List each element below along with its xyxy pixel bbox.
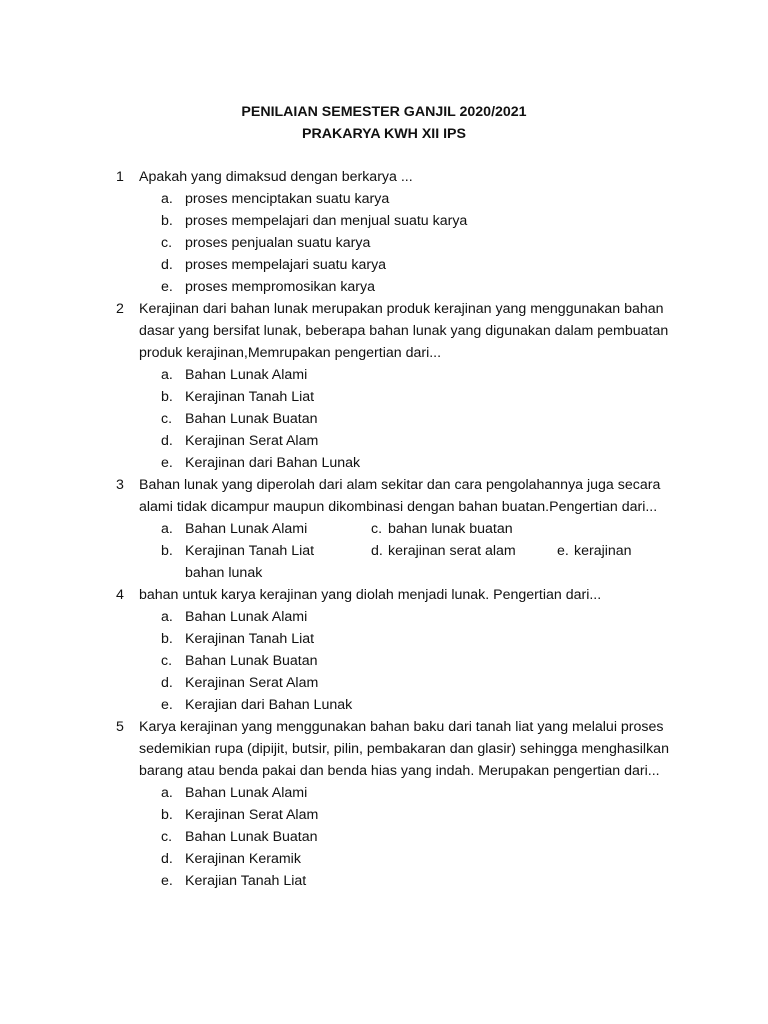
option-label: b. <box>161 213 173 229</box>
option-label: e. <box>161 697 173 713</box>
question-3 <box>0 474 768 584</box>
option-text: Kerajinan Tanah Liat <box>185 543 315 559</box>
option-text: Bahan Lunak Buatan <box>185 411 318 427</box>
option-label: e. <box>161 455 173 471</box>
option-label: c. <box>161 653 173 669</box>
option-c <box>0 650 768 672</box>
option-c <box>0 232 768 254</box>
option-label: b. <box>161 543 173 559</box>
question-number: 1 <box>116 169 124 185</box>
option-row-1 <box>0 518 768 540</box>
question-text: bahan untuk karya kerajinan yang diolah menjadi lunak. Pengertian dari... <box>139 587 602 603</box>
option-label: d. <box>371 543 383 559</box>
option-a <box>0 782 768 804</box>
option-b <box>0 210 768 232</box>
option-d <box>0 430 768 452</box>
question-text: Karya kerajinan yang menggunakan bahan baku dari tanah liat yang melalui proses sedemikian rupa (dipijit, butsir, pilin, pembakaran dan glasir) sehingga menghasilkan barang atau benda pakai dan benda hias yang indah. Merupakan pengertian dari... <box>139 719 669 779</box>
option-label: e. <box>161 873 173 889</box>
option-text: proses mempelajari dan menjual suatu karya <box>185 213 468 229</box>
option-text: proses menciptakan suatu karya <box>185 191 390 207</box>
question-number: 3 <box>116 477 124 493</box>
question-5 <box>0 716 768 892</box>
question-number: 4 <box>116 587 124 603</box>
option-d <box>0 848 768 870</box>
option-e <box>0 452 768 474</box>
option-b <box>0 804 768 826</box>
option-text: Bahan Lunak Alami <box>185 367 308 383</box>
option-text: Kerajinan Keramik <box>185 851 301 867</box>
option-label: d. <box>161 851 173 867</box>
option-label: c. <box>371 521 383 537</box>
option-a <box>0 606 768 628</box>
exam-subtitle: PRAKARYA KWH XII IPS <box>302 126 466 142</box>
option-label: c. <box>161 235 173 251</box>
option-text: Bahan Lunak Alami <box>185 521 308 537</box>
option-label: c. <box>161 411 173 427</box>
option-label: b. <box>161 631 173 647</box>
option-text: Kerajinan Serat Alam <box>185 807 319 823</box>
option-b <box>0 628 768 650</box>
option-text: Kerajinan Tanah Liat <box>185 389 315 405</box>
option-text: Bahan Lunak Alami <box>185 785 308 801</box>
option-label: a. <box>161 785 173 801</box>
question-text: Apakah yang dimaksud dengan berkarya ... <box>139 169 413 185</box>
option-label: d. <box>161 675 173 691</box>
option-text: kerajinan serat alam <box>388 543 516 559</box>
option-label: a. <box>161 191 173 207</box>
question-number: 5 <box>116 719 124 735</box>
option-d <box>0 672 768 694</box>
option-label: e. <box>161 279 173 295</box>
option-label: c. <box>161 829 173 845</box>
option-text: Bahan Lunak Buatan <box>185 829 318 845</box>
question-2 <box>0 298 768 474</box>
option-c <box>0 826 768 848</box>
option-continuation <box>0 562 768 584</box>
option-label: a. <box>161 367 173 383</box>
question-number: 2 <box>116 301 124 317</box>
option-text: Bahan Lunak Alami <box>185 609 308 625</box>
option-text: proses mempromosikan karya <box>185 279 376 295</box>
option-text: Bahan Lunak Buatan <box>185 653 318 669</box>
option-text: Kerajian dari Bahan Lunak <box>185 697 353 713</box>
option-text: Kerajinan dari Bahan Lunak <box>185 455 361 471</box>
option-text: proses mempelajari suatu karya <box>185 257 387 273</box>
option-e <box>0 276 768 298</box>
option-c <box>0 408 768 430</box>
option-label: d. <box>161 433 173 449</box>
option-e <box>0 870 768 892</box>
option-label: b. <box>161 389 173 405</box>
option-text: Kerajinan Serat Alam <box>185 675 319 691</box>
option-d <box>0 254 768 276</box>
option-label: e. <box>557 543 569 559</box>
option-text: bahan lunak <box>185 565 263 581</box>
option-text: proses penjualan suatu karya <box>185 235 371 251</box>
option-text: Kerajian Tanah Liat <box>185 873 307 889</box>
question-list <box>0 166 768 892</box>
option-text: Kerajinan Tanah Liat <box>185 631 315 647</box>
option-e <box>0 694 768 716</box>
question-text: Kerajinan dari bahan lunak merupakan produk kerajinan yang menggunakan bahan dasar yang bersifat lunak, beberapa bahan lunak yang digunakan dalam pembuatan produk kerajinan,Memrupakan pengertian dari... <box>139 301 669 361</box>
question-4 <box>0 584 768 716</box>
option-row-2 <box>0 540 768 562</box>
question-text: Bahan lunak yang diperolah dari alam sekitar dan cara pengolahannya juga secara alami tidak dicampur maupun dikombinasi dengan bahan buatan.Pengertian dari... <box>139 477 661 515</box>
option-label: a. <box>161 521 173 537</box>
option-text: kerajinan <box>574 543 632 559</box>
option-b <box>0 386 768 408</box>
option-a <box>0 364 768 386</box>
option-label: b. <box>161 807 173 823</box>
question-1 <box>0 166 768 298</box>
option-text: bahan lunak buatan <box>388 521 513 537</box>
option-text: Kerajinan Serat Alam <box>185 433 319 449</box>
option-label: d. <box>161 257 173 273</box>
option-label: a. <box>161 609 173 625</box>
option-a <box>0 188 768 210</box>
exam-title: PENILAIAN SEMESTER GANJIL 2020/2021 <box>241 104 527 120</box>
